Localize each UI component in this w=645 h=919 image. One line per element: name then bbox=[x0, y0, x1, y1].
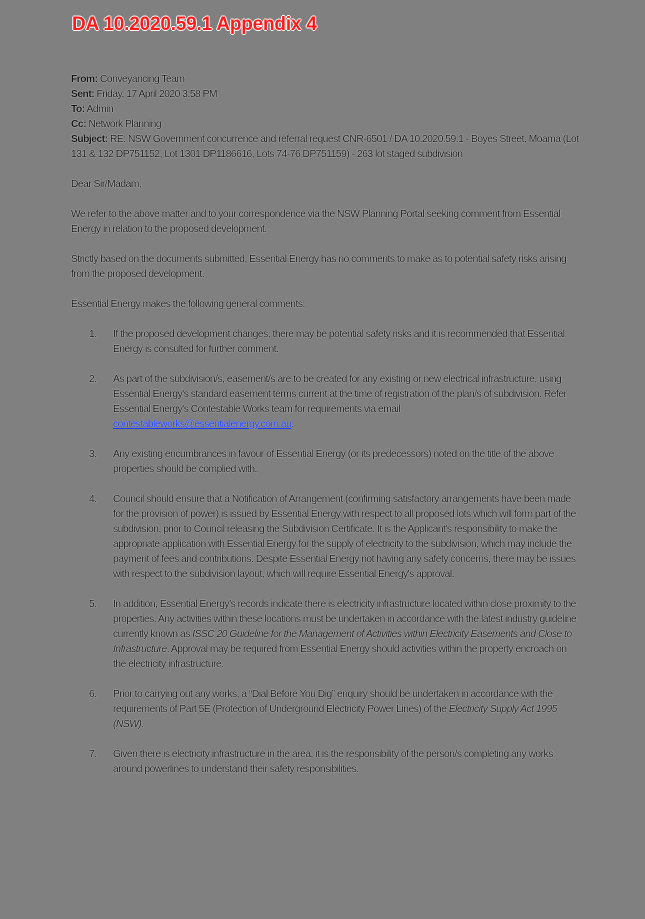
general-comments-intro: Essential Energy makes the following general comments: bbox=[71, 299, 305, 310]
item-text: If the proposed development changes, there may be potential safety risks and it is recommended that Essential Energy is consulted for further comment. bbox=[113, 329, 565, 355]
item-text: Given there is electricity infrastructure in the area, it is the responsibility of the person/s completing any works around powerlines to understand their safety responsibilities. bbox=[113, 749, 553, 775]
list-item bbox=[71, 492, 579, 582]
email-header bbox=[71, 72, 579, 162]
item-number: 7. bbox=[89, 749, 97, 760]
item-number: 4. bbox=[89, 494, 97, 505]
to-value: Admin bbox=[84, 104, 114, 115]
item-number: 3. bbox=[89, 449, 97, 460]
list-item bbox=[71, 447, 579, 477]
from-label: From: bbox=[71, 74, 98, 85]
document-title: DA 10.2020.59.1 Appendix 4 bbox=[72, 14, 317, 35]
subject-value: RE: NSW Government concurrence and referral request CNR-6501 / DA 10.2020.59.1 - Boyes Street, Moama (Lot 131 & 132 DP751152, Lot 1301 DP1186616, Lots 74-76 DP751159) - 263 lot staged subdivision bbox=[71, 134, 579, 160]
greeting: Dear Sir/Madam, bbox=[71, 179, 142, 190]
list-item bbox=[71, 597, 579, 672]
item-text: Council should ensure that a Notification of Arrangement (confirming satisfactory arrangements have been made for the provision of power) is issued by Essential Energy with respect to all proposed lots which will form part of the subdivision, prior to Council releasing the Subdivision Certificate. It is the Applicant's responsibility to make the appropriate application with Essential Energy for the supply of electricity to the subdivision, which may include the payment of fees and contributions. Despite Essential Energy not having any safety concerns, there may be issues with respect to the subdivision layout, which will require Essential Energy's approval. bbox=[113, 494, 576, 580]
cc-line bbox=[71, 117, 579, 132]
subject-label: Subject: bbox=[71, 134, 108, 145]
from-value: Conveyancing Team bbox=[97, 74, 185, 85]
contestable-works-email-link[interactable]: contestableworks@essentialenergy.com.au bbox=[113, 419, 292, 430]
list-item bbox=[71, 747, 579, 777]
item-number: 1. bbox=[89, 329, 97, 340]
item-number: 5. bbox=[89, 599, 97, 610]
sent-line bbox=[71, 87, 579, 102]
guideline-title: ISSC 20 Guideline for the Management of Activities within Electricity Easements and Close to Infrastructure bbox=[113, 629, 572, 655]
item-text: As part of the subdivision/s, easement/s are to be created for any existing or new electrical infrastructure, using Essential Energy's standard easement terms current at the time of registration of the plan/s of subdivision. Refer Essential Energy's Contestable Works team for requirements via email bbox=[113, 374, 567, 415]
item-text: Prior to carrying out any works, a “Dial Before You Dig” enquiry should be undertaken in accordance with the requirements of Part 5E (Protection of Underground Electricity Power Lines) of the bbox=[113, 689, 553, 715]
to-label: To: bbox=[71, 104, 85, 115]
email-document bbox=[71, 72, 579, 792]
sent-label: Sent: bbox=[71, 89, 95, 100]
list-item bbox=[71, 327, 579, 357]
cc-value: Network Planning bbox=[86, 119, 162, 130]
act-title: Electricity Supply Act 1995 (NSW) bbox=[113, 704, 557, 730]
to-line bbox=[71, 102, 579, 117]
item-number: 6. bbox=[89, 689, 97, 700]
list-item bbox=[71, 687, 579, 732]
list-item bbox=[71, 372, 579, 432]
comments-list bbox=[71, 327, 579, 777]
item-text-end: . Approval may be required from Essential Energy should activities within the property encroach on the electricity infrastructure. bbox=[113, 644, 567, 670]
from-line bbox=[71, 72, 579, 87]
item-text-end: . bbox=[141, 719, 144, 730]
item-text-end: . bbox=[291, 419, 294, 430]
intro-paragraph: We refer to the above matter and to your correspondence via the NSW Planning Portal seeking comment from Essential Energy in relation to the proposed development. bbox=[71, 209, 561, 235]
subject-line bbox=[71, 132, 579, 162]
no-comments-paragraph: Strictly based on the documents submitted, Essential Energy has no comments to make as to potential safety risks arising from the proposed development. bbox=[71, 254, 567, 280]
cc-label: Cc: bbox=[71, 119, 87, 130]
sent-value: Friday, 17 April 2020 3:58 PM bbox=[94, 89, 218, 100]
item-text: Any existing encumbrances in favour of Essential Energy (or its predecessors) noted on the title of the above properties should be complied with. bbox=[113, 449, 554, 475]
item-text: In addition, Essential Energy's records indicate there is electricity infrastructure located within close proximity to the properties. Any activities within these locations must be undertaken in accordance with the latest industry guideline currently known as bbox=[113, 599, 577, 640]
item-number: 2. bbox=[89, 374, 97, 385]
